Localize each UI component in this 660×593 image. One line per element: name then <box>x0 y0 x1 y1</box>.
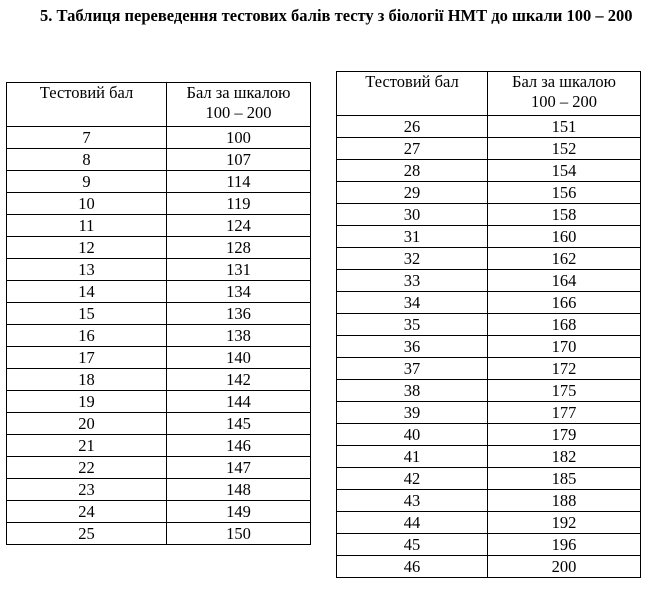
test-score-cell: 18 <box>7 369 167 391</box>
test-score-cell: 22 <box>7 457 167 479</box>
header-scale-label: Бал за шкалою <box>511 72 617 91</box>
scale-score-cell: 144 <box>167 391 311 413</box>
scale-score-cell: 119 <box>167 193 311 215</box>
test-score-cell: 21 <box>7 435 167 457</box>
table-row <box>7 523 311 545</box>
table-row <box>7 325 311 347</box>
table-row <box>337 534 641 556</box>
test-score-cell: 31 <box>337 226 488 248</box>
test-score-cell: 13 <box>7 259 167 281</box>
scale-score-cell: 148 <box>167 479 311 501</box>
scale-score-cell: 177 <box>488 402 641 424</box>
table-row <box>7 479 311 501</box>
test-score-cell: 12 <box>7 237 167 259</box>
scale-score-cell: 136 <box>167 303 311 325</box>
table-row <box>337 556 641 578</box>
test-score-cell: 33 <box>337 270 488 292</box>
test-score-cell: 17 <box>7 347 167 369</box>
table-row <box>337 380 641 402</box>
scale-score-cell: 142 <box>167 369 311 391</box>
test-score-cell: 42 <box>337 468 488 490</box>
scale-score-cell: 138 <box>167 325 311 347</box>
table-row <box>7 259 311 281</box>
test-score-cell: 39 <box>337 402 488 424</box>
test-score-cell: 14 <box>7 281 167 303</box>
table-row <box>337 512 641 534</box>
scale-score-cell: 182 <box>488 446 641 468</box>
test-score-cell: 19 <box>7 391 167 413</box>
scale-score-cell: 131 <box>167 259 311 281</box>
scale-score-cell: 168 <box>488 314 641 336</box>
scale-score-cell: 107 <box>167 149 311 171</box>
table-row <box>337 248 641 270</box>
table-header-row <box>337 72 641 116</box>
test-score-cell: 46 <box>337 556 488 578</box>
scale-score-cell: 150 <box>167 523 311 545</box>
table-row <box>7 237 311 259</box>
scale-score-cell: 114 <box>167 171 311 193</box>
test-score-cell: 44 <box>337 512 488 534</box>
table-row <box>337 424 641 446</box>
table-row <box>7 457 311 479</box>
table-row <box>337 204 641 226</box>
scale-score-cell: 140 <box>167 347 311 369</box>
scale-score-cell: 146 <box>167 435 311 457</box>
table-row <box>7 413 311 435</box>
table-body-right <box>337 116 641 578</box>
test-score-cell: 10 <box>7 193 167 215</box>
scale-score-cell: 100 <box>167 127 311 149</box>
table-row <box>7 215 311 237</box>
test-score-cell: 32 <box>337 248 488 270</box>
scale-score-cell: 179 <box>488 424 641 446</box>
table-row <box>337 402 641 424</box>
test-score-cell: 43 <box>337 490 488 512</box>
table-row <box>337 336 641 358</box>
header-scale-score <box>488 72 641 116</box>
scale-score-cell: 164 <box>488 270 641 292</box>
table-row <box>7 127 311 149</box>
table-row <box>7 435 311 457</box>
table-row <box>7 149 311 171</box>
test-score-cell: 8 <box>7 149 167 171</box>
table-row <box>337 468 641 490</box>
test-score-cell: 26 <box>337 116 488 138</box>
table-row <box>7 171 311 193</box>
score-table-right <box>336 71 641 578</box>
test-score-cell: 35 <box>337 314 488 336</box>
table-header-row <box>7 83 311 127</box>
test-score-cell: 41 <box>337 446 488 468</box>
scale-score-cell: 175 <box>488 380 641 402</box>
scale-score-cell: 196 <box>488 534 641 556</box>
table-row <box>337 226 641 248</box>
test-score-cell: 37 <box>337 358 488 380</box>
table-row <box>337 138 641 160</box>
table-row <box>337 314 641 336</box>
test-score-cell: 11 <box>7 215 167 237</box>
header-scale-range: 100 – 200 <box>531 92 597 111</box>
test-score-cell: 25 <box>7 523 167 545</box>
scale-score-cell: 128 <box>167 237 311 259</box>
table-row <box>337 116 641 138</box>
test-score-cell: 45 <box>337 534 488 556</box>
score-table-left <box>6 82 311 545</box>
scale-score-cell: 145 <box>167 413 311 435</box>
table-row <box>7 303 311 325</box>
test-score-cell: 24 <box>7 501 167 523</box>
table-body-left <box>7 127 311 545</box>
table-row <box>7 347 311 369</box>
header-scale-range: 100 – 200 <box>205 103 272 122</box>
test-score-cell: 23 <box>7 479 167 501</box>
scale-score-cell: 147 <box>167 457 311 479</box>
table-row <box>337 446 641 468</box>
test-score-cell: 7 <box>7 127 167 149</box>
scale-score-cell: 152 <box>488 138 641 160</box>
scale-score-cell: 162 <box>488 248 641 270</box>
header-scale-score <box>167 83 311 127</box>
test-score-cell: 29 <box>337 182 488 204</box>
scale-score-cell: 154 <box>488 160 641 182</box>
scale-score-cell: 149 <box>167 501 311 523</box>
test-score-cell: 15 <box>7 303 167 325</box>
header-test-score: Тестовий бал <box>337 72 488 116</box>
scale-score-cell: 151 <box>488 116 641 138</box>
table-row <box>7 193 311 215</box>
table-row <box>337 160 641 182</box>
test-score-cell: 38 <box>337 380 488 402</box>
scale-score-cell: 158 <box>488 204 641 226</box>
test-score-cell: 36 <box>337 336 488 358</box>
scale-score-cell: 166 <box>488 292 641 314</box>
table-row <box>7 391 311 413</box>
scale-score-cell: 185 <box>488 468 641 490</box>
header-scale-label: Бал за шкалою <box>186 83 291 102</box>
document-title: 5. Таблиця переведення тестових балів тесту з біології НМТ до шкали 100 – 200 <box>40 6 633 25</box>
scale-score-cell: 192 <box>488 512 641 534</box>
table-row <box>337 490 641 512</box>
table-row <box>7 281 311 303</box>
test-score-cell: 30 <box>337 204 488 226</box>
scale-score-cell: 170 <box>488 336 641 358</box>
test-score-cell: 20 <box>7 413 167 435</box>
test-score-cell: 27 <box>337 138 488 160</box>
scale-score-cell: 156 <box>488 182 641 204</box>
table-row <box>7 369 311 391</box>
table-row <box>337 182 641 204</box>
table-row <box>337 270 641 292</box>
scale-score-cell: 200 <box>488 556 641 578</box>
table-row <box>337 292 641 314</box>
table-row <box>337 358 641 380</box>
header-test-score: Тестовий бал <box>7 83 167 127</box>
test-score-cell: 34 <box>337 292 488 314</box>
test-score-cell: 40 <box>337 424 488 446</box>
scale-score-cell: 124 <box>167 215 311 237</box>
scale-score-cell: 134 <box>167 281 311 303</box>
scale-score-cell: 160 <box>488 226 641 248</box>
table-row <box>7 501 311 523</box>
test-score-cell: 16 <box>7 325 167 347</box>
scale-score-cell: 188 <box>488 490 641 512</box>
test-score-cell: 9 <box>7 171 167 193</box>
test-score-cell: 28 <box>337 160 488 182</box>
scale-score-cell: 172 <box>488 358 641 380</box>
